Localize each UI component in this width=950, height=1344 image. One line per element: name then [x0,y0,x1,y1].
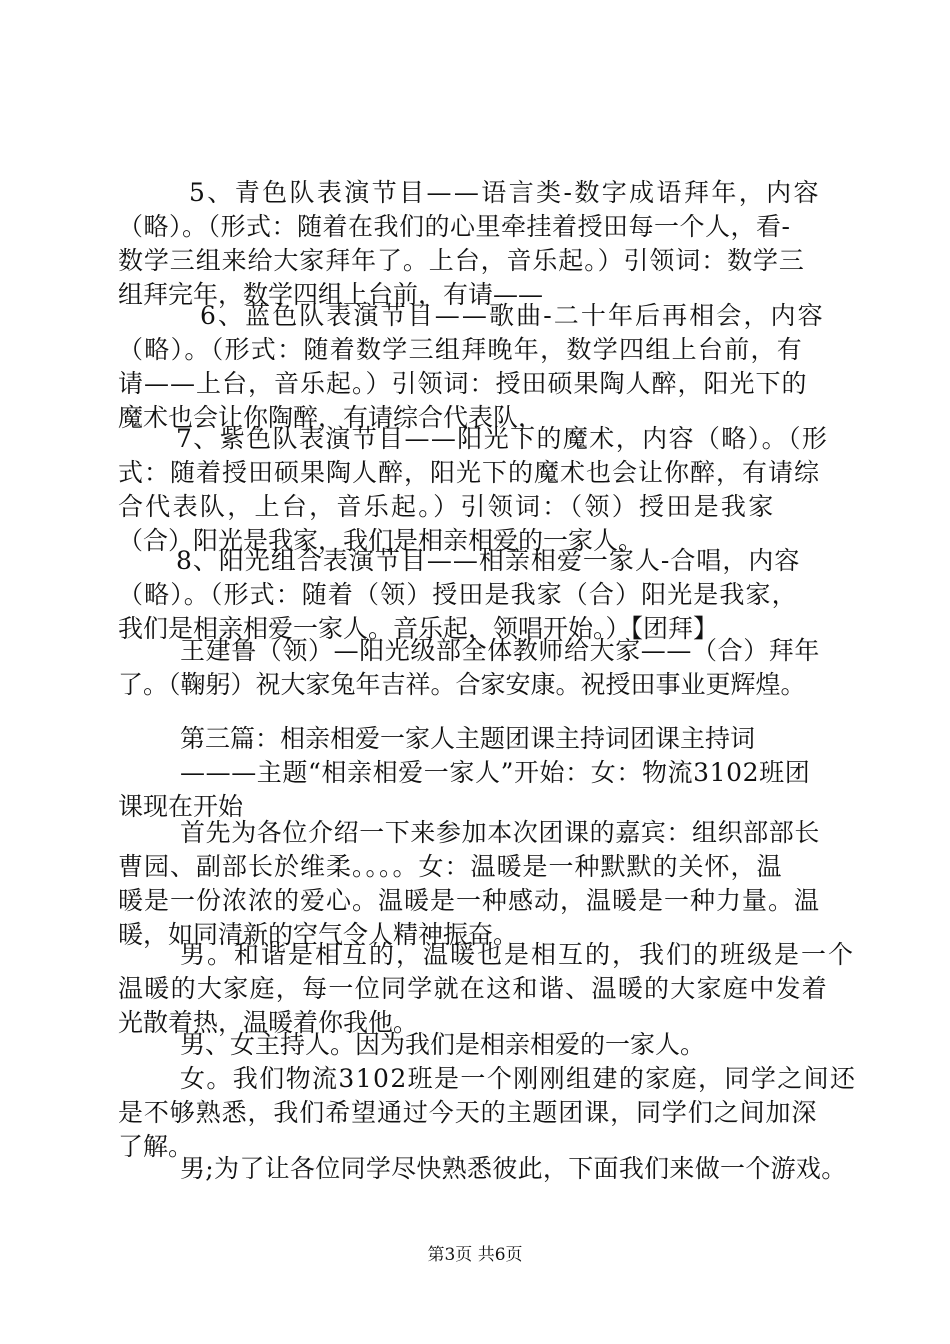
text-line: 暖是一份浓浓的爱心。温暖是一种感动，温暖是一种力量。温 [118,886,821,915]
text-line: 我们是相亲相爱一家人。音乐起，领唱开始。）【团拜】 [118,614,719,643]
text-line: 5、青色队表演节目——语言类-数字成语拜年，内容 [189,178,821,207]
text-line: 曹园、副部长於维柔。。。。女：温暖是一种默默的关怀，温 [118,852,783,881]
text-line: 了。（鞠躬）祝大家兔年吉祥。合家安康。祝授田事业更辉煌。 [118,670,806,699]
page-footer: 第3页 共6页 [427,1245,523,1265]
text-line: 数学三组来给大家拜年了。上台，音乐起。）引领词：数学三 [118,246,805,275]
text-line: 首先为各位介绍一下来参加本次团课的嘉宾：组织部部长 [180,818,821,847]
text-line: 温暖的大家庭，每一位同学就在这和谐、温暖的大家庭中发着 [118,974,829,1003]
text-line: 式：随着授田硕果陶人醉，阳光下的魔术也会让你醉，有请综 [118,458,821,487]
text-line: 女。我们物流3102班是一个刚刚组建的家庭，同学之间还 [180,1064,857,1093]
text-line: 课现在开始 [118,792,244,821]
text-line: （略）。（形式：随着（领）授田是我家（合）阳光是我家， [118,580,798,609]
text-line: ———主题“相亲相爱一家人”开始：女：物流3102班团 [180,758,811,787]
text-line: 男。和谐是相互的，温暖也是相互的，我们的班级是一个 [180,940,856,969]
text-line: （略）。（形式：随着在我们的心里牵挂着授田每一个人，看- [118,212,791,241]
text-line: 8、阳光组合表演节目——相亲相爱一家人-合唱，内容 [176,546,801,575]
text-line: 请——上台，音乐起。）引领词：授田硕果陶人醉，阳光下的 [118,369,808,398]
text-line: 7、紫色队表演节目——阳光下的魔术，内容（略）。（形 [176,424,829,453]
text-line: 了解。 [118,1132,194,1161]
text-line: 王建鲁（领）—阳光级部全体教师给大家——（合）拜年 [180,636,821,665]
text-line: （合）阳光是我家，我们是相亲相爱的一家人。 [118,526,644,555]
text-line: 6、蓝色队表演节目——歌曲-二十年后再相会，内容 [200,301,825,330]
text-line: 是不够熟悉，我们希望通过今天的主题团课，同学们之间加深 [118,1098,818,1127]
text-line: 魔术也会让你陶醉，有请综合代表队， [118,403,544,432]
text-line: 男;为了让各位同学尽快熟悉彼此，下面我们来做一个游戏。 [180,1154,847,1183]
text-line: 男、女主持人。因为我们是相亲相爱的一家人。 [180,1030,706,1059]
section-heading: 第三篇：相亲相爱一家人主题团课主持词团课主持词 [180,724,756,753]
text-line: 组拜完年，数学四组上台前，有请—— [118,280,544,309]
text-line: 暖，如同清新的空气令人精神振奋。 [118,920,519,949]
text-line: 光散着热，温暖着你我他。 [118,1008,419,1037]
text-line: （略）。（形式：随着数学三组拜晚年，数学四组上台前，有 [118,335,804,364]
text-line: 合代表队，上台，音乐起。）引领词：（领）授田是我家 [118,492,776,521]
